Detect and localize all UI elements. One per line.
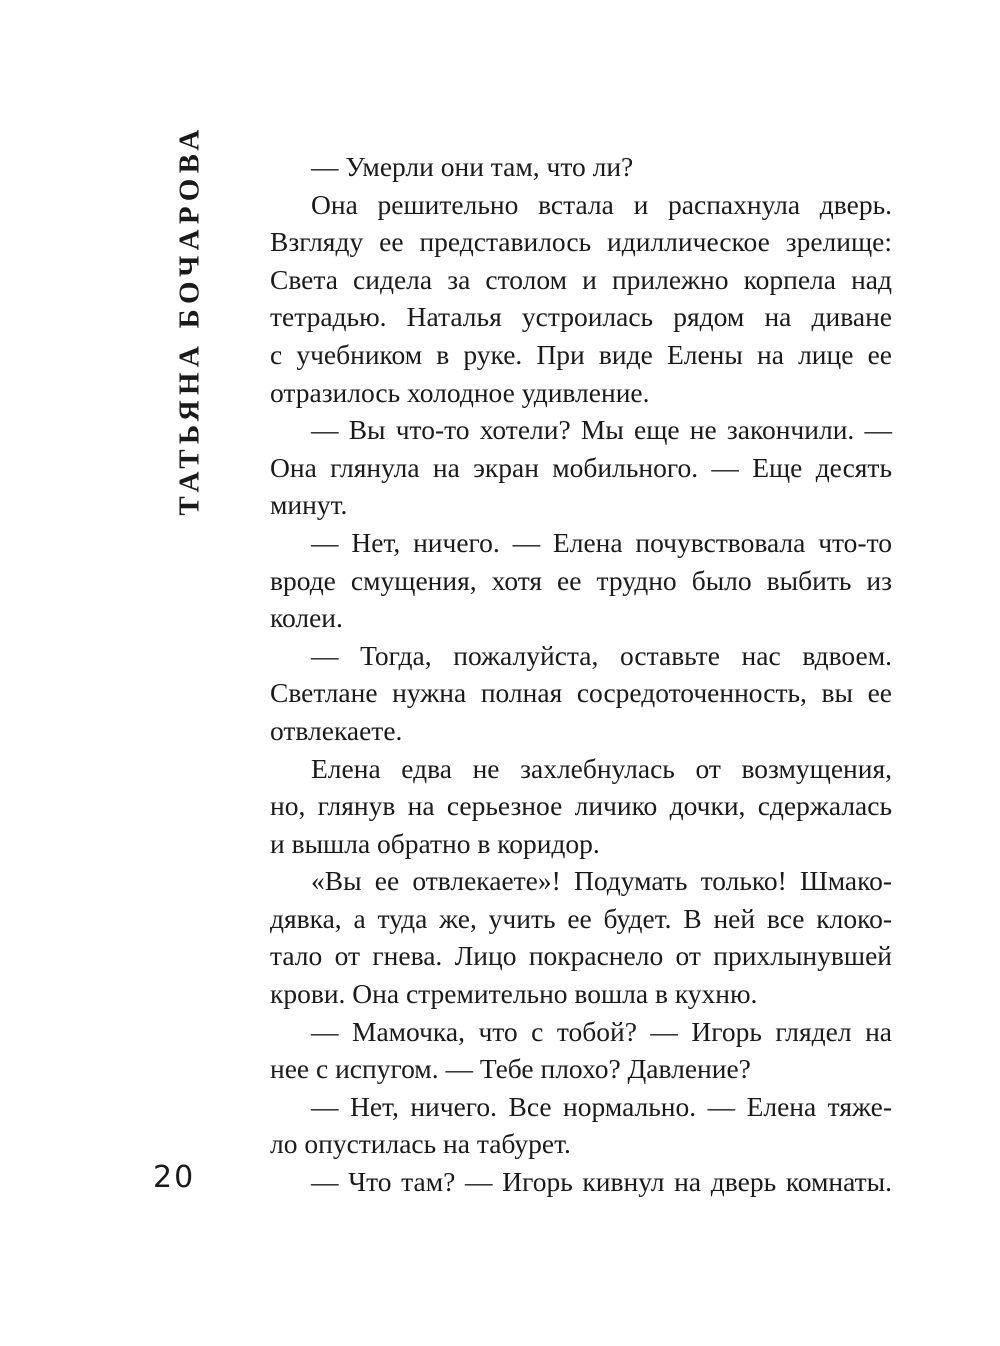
page-number: 20 (153, 1160, 196, 1195)
text-line: нее с испугом. — Тебе плохо? Давление? (270, 1053, 751, 1085)
body-text (270, 148, 892, 1201)
text-line: «Вы ее отвлекаете»! Подумать только! Шмако- (311, 865, 892, 897)
text-line: Света сидела за столом и прилежно корпела над (270, 263, 892, 295)
text-line: Взгляду ее представилось идиллическое зрелище: (270, 226, 892, 258)
text-line: Светлане нужна полная сосредоточенность, вы ее (270, 677, 892, 709)
text-line: крови. Она стремительно вошла в кухню. (270, 978, 758, 1010)
text-line: отвлекаете. (270, 714, 403, 746)
text-line: с учебником в руке. При виде Елены на лице ее (270, 338, 892, 370)
text-line: — Что там? — Игорь кивнул на дверь комнаты. (311, 1166, 892, 1198)
text-line: — Нет, ничего. Все нормально. — Елена тяже- (311, 1090, 892, 1122)
text-line: тало от гнева. Лицо покраснело от прихлынувшей (270, 940, 892, 972)
text-line: — Мамочка, что с тобой? — Игорь глядел на (311, 1015, 892, 1047)
text-line: вроде смущения, хотя ее трудно было выбить из (270, 564, 892, 596)
text-line: колеи. (270, 602, 343, 634)
text-line: — Нет, ничего. — Елена почувствовала что-то (311, 526, 892, 558)
text-line: Елена едва не захлебнулась от возмущения, (311, 752, 892, 784)
text-line: Она глянула на экран мобильного. — Еще десять (270, 451, 892, 483)
text-line: и вышла обратно в коридор. (270, 827, 600, 859)
text-line: минут. (270, 489, 348, 521)
text-line: отразилось холодное удивление. (270, 376, 650, 408)
text-line: — Тогда, пожалуйста, оставьте нас вдвоем. (311, 639, 892, 671)
text-line: — Вы что-то хотели? Мы еще не закончили. — (311, 414, 892, 446)
running-head-author: ТАТЬЯНА БОЧАРОВА (173, 124, 206, 516)
text-line: но, глянув на серьезное личико дочки, сдержалась (270, 790, 892, 822)
text-line: — Умерли они там, что ли? (311, 151, 634, 182)
text-line: Она решительно встала и распахнула дверь. (311, 188, 892, 220)
text-line: тетрадью. Наталья устроилась рядом на диване (270, 301, 892, 333)
text-line: дявка, а туда же, учить ее будет. В ней все клоко- (270, 902, 892, 934)
text-line: ло опустилась на табурет. (270, 1128, 571, 1160)
